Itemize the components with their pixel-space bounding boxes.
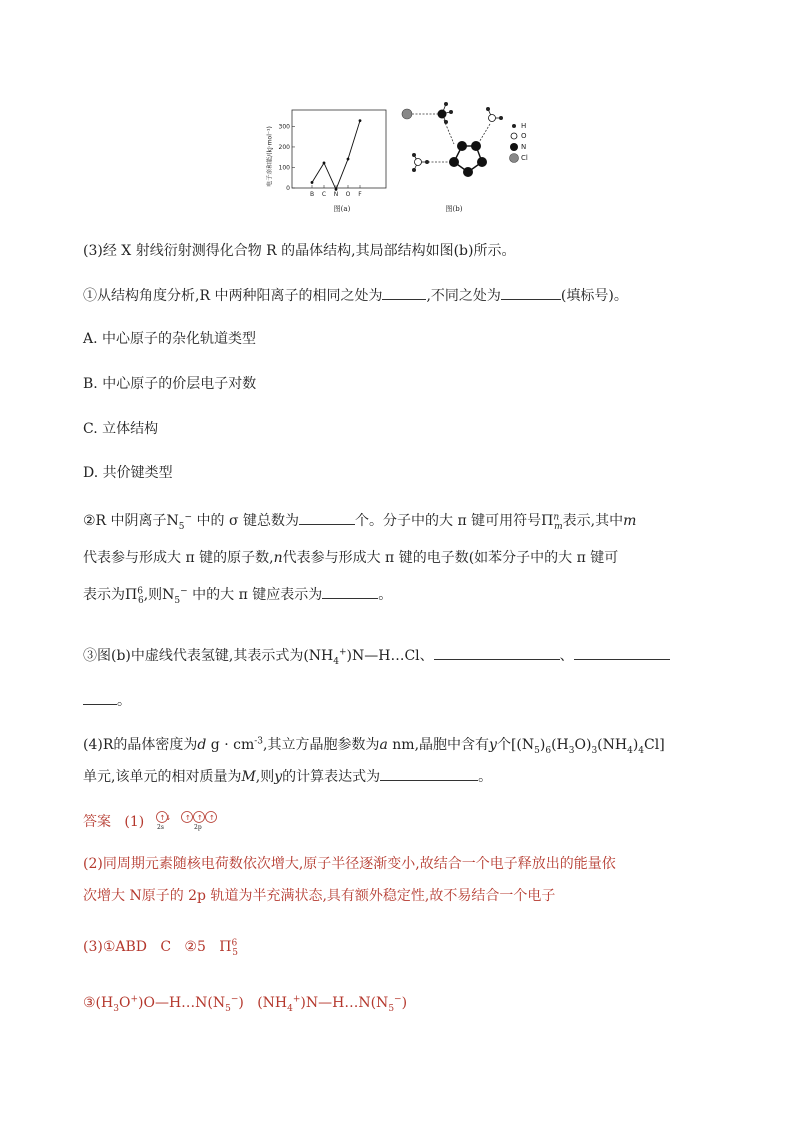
- q3-sub1-text-c: (填标号)。: [560, 288, 628, 304]
- pi-sup: n: [553, 512, 560, 523]
- q4-text-c: ,其立方晶胞参数为: [263, 737, 380, 753]
- answer-p4-f: ): [401, 995, 408, 1011]
- density-var: d: [197, 737, 207, 753]
- figure-b-caption: 图(b): [445, 205, 463, 213]
- q3-sub3-text-b: )N—H…Cl、: [346, 648, 434, 664]
- orbital-diagram: [154, 809, 224, 835]
- q3-sub2-text-c: 个。分子中的大 π 键可用符号: [355, 513, 542, 529]
- x-tick-label-O: O: [345, 191, 351, 198]
- answer-p2-line1: (2)同周期元素随核电荷数依次增大,原子半径逐渐变小,故结合一个电子释放出的能量依: [83, 856, 616, 872]
- h-atom: [425, 160, 429, 164]
- option-c: C. 立体结构: [83, 421, 159, 437]
- n-atom: [463, 167, 473, 177]
- n5-sub: 5: [178, 521, 185, 532]
- cl-atom: [402, 109, 412, 119]
- q4-line2: [83, 766, 492, 787]
- n-atom: [471, 141, 481, 151]
- q4-unit-sup: -3: [254, 736, 264, 747]
- q4-line1: [83, 735, 665, 755]
- option-d: D. 共价键类型: [83, 465, 173, 481]
- answer-p4-sup4: −: [394, 994, 402, 1005]
- q3-sub3-end: 。: [117, 693, 131, 709]
- q3-sub1-blank-same[interactable]: [382, 285, 426, 300]
- pi-symbol: [541, 512, 563, 532]
- q3-intro: (3)经 X 射线衍射测得化合物 R 的晶体结构,其局部结构如图(b)所示。: [83, 243, 516, 259]
- legend-cl-symbol: [510, 154, 519, 163]
- legend-o-label: O: [521, 132, 527, 140]
- data-point-F: [359, 119, 362, 122]
- answer-p4: [83, 993, 407, 1013]
- q3-sub3-line1: [83, 645, 670, 666]
- x-tick-label-C: C: [321, 191, 327, 198]
- answer-p4-sup3: +: [292, 994, 301, 1005]
- q4-line2-c: 的计算表达式为: [282, 769, 381, 785]
- benzene-pi: [125, 586, 144, 606]
- q4-text-b: g · cm: [210, 737, 255, 753]
- cell-param-var: a: [379, 737, 388, 753]
- figure-b: [398, 100, 538, 218]
- q3-sub2-line3: [83, 584, 392, 605]
- answer-pi-sup: 6: [231, 938, 238, 949]
- answer-p4-sup1: +: [130, 994, 138, 1005]
- n-atom: [438, 110, 447, 119]
- h-atom: [444, 120, 448, 124]
- data-point-N: [335, 188, 338, 191]
- y-tick-label: 300: [278, 123, 290, 131]
- legend-n-symbol: [510, 143, 518, 151]
- y-tick-label: 200: [278, 143, 290, 151]
- h-atom: [449, 110, 453, 114]
- answer-p1: (1): [124, 814, 145, 830]
- answer-p4-sub1: 3: [113, 1003, 119, 1014]
- legend-o-symbol: [511, 133, 517, 139]
- answer-pi-glyph: Π: [219, 939, 232, 955]
- answer-p4-d: ) (NH: [238, 995, 288, 1011]
- q4-formula-sub6: 4: [638, 745, 645, 756]
- q4-formula-sub2: 6: [545, 745, 552, 756]
- q4-formula-sub1: 5: [534, 745, 540, 756]
- answer-p4-e: )N—H…N(N: [300, 995, 389, 1011]
- nh4-sup: +: [339, 647, 347, 658]
- n-var: n: [273, 550, 283, 566]
- h-atom: [412, 153, 416, 157]
- answer-p4-b: O: [118, 995, 131, 1011]
- q3-sub3-blank-2[interactable]: [574, 645, 670, 660]
- q4-blank-y[interactable]: [380, 766, 478, 781]
- q4-line2-d: 。: [478, 769, 493, 785]
- q3-sub1-text-a: ①从结构角度分析,R 中两种阳离子的相同之处为: [83, 288, 383, 304]
- q4-formula-4: O): [574, 737, 592, 753]
- answer-p2-line2: 次增大 N原子的 2p 轨道为半充满状态,具有额外稳定性,故不易结合一个电子: [83, 888, 556, 904]
- q4-line2-b: ,则: [255, 769, 275, 785]
- svg-text:↑: ↑: [185, 814, 191, 822]
- nh4-text: (NH: [303, 648, 334, 664]
- q3-sub2-line3-b: ,则: [143, 587, 163, 603]
- q4-formula-7: Cl]: [644, 737, 665, 753]
- q3-sub3-blank-1[interactable]: [434, 645, 560, 660]
- q3-sub2-text-d: 表示,其中: [562, 513, 624, 529]
- answer-p4-c: )O—H…N(N: [138, 995, 226, 1011]
- m-var: m: [623, 513, 637, 529]
- benzene-pi-sub: 6: [137, 595, 144, 606]
- q4-formula-2: ): [539, 737, 546, 753]
- pi-sub: m: [554, 521, 563, 532]
- option-b: B. 中心原子的价层电子对数: [83, 376, 257, 392]
- q3-sub1-blank-diff[interactable]: [501, 285, 561, 300]
- figure-b-structure: [398, 100, 538, 218]
- q4-formula-5: (NH: [597, 737, 628, 753]
- figure-a-caption: 图(a): [333, 205, 351, 213]
- q3-sub3-text-c: 、: [559, 648, 574, 664]
- answer-p3: [83, 937, 238, 957]
- q4-text-a: (4)R的晶体密度为: [83, 737, 198, 753]
- n-atom: [449, 157, 459, 167]
- o-atom: [415, 159, 422, 166]
- figure-a: [262, 104, 392, 216]
- nh4-sub: 4: [333, 656, 339, 667]
- q3-sub2-line2-a: 代表参与形成大 π 键的原子数,: [83, 550, 274, 566]
- h-atom: [486, 107, 490, 111]
- o-atom: [489, 115, 496, 122]
- q4-formula-1: 个[(N: [496, 737, 535, 753]
- svg-text:↑: ↑: [209, 814, 215, 822]
- n5-symbol: N: [166, 513, 179, 529]
- figure-a-ylabel: 电子亲和能/(kJ·mol⁻¹): [266, 126, 274, 187]
- q4-formula-6: ): [632, 737, 639, 753]
- q3-sub2-line2: [83, 548, 618, 568]
- n5-anion-2: [162, 586, 188, 606]
- q3-sub3-line2: [83, 690, 131, 711]
- orbital-boxes: [154, 809, 224, 835]
- data-point-B: [311, 181, 314, 184]
- legend-h-label: H: [521, 122, 527, 130]
- y-var-2: y: [274, 769, 283, 785]
- figure-a-chart: [262, 104, 392, 216]
- benzene-pi-glyph: Π: [125, 587, 138, 603]
- answer-p4-a: ③(H: [83, 995, 114, 1011]
- answer-p3-text: (3)①ABD C ②5: [83, 939, 220, 955]
- q3-sub2-blank-sigma[interactable]: [299, 510, 355, 525]
- q3-sub2-text-b: 中的 σ 键总数为: [196, 513, 299, 529]
- data-point-C: [323, 162, 326, 165]
- q3-sub3-text-a: ③图(b)中虚线代表氢键,其表示式为: [83, 648, 304, 664]
- h-atom: [444, 102, 448, 106]
- svg-text:↑↓: ↑↓: [159, 814, 172, 822]
- n5-anion: [166, 512, 193, 532]
- q3-sub1-text-b: ,不同之处为: [426, 288, 501, 304]
- answer-p4-sup2: −: [230, 994, 239, 1005]
- answer-p4-sub4: 5: [388, 1003, 395, 1014]
- q3-sub1: [83, 285, 628, 306]
- answer-p4-sub2: 5: [225, 1003, 231, 1014]
- n-atom: [457, 141, 467, 151]
- answer-pi: [219, 938, 238, 958]
- orbital-2p-label: 2p: [194, 824, 202, 831]
- x-tick-label-B: B: [309, 191, 315, 198]
- answer-line1: [83, 812, 144, 832]
- y-tick-label: 0: [286, 185, 290, 192]
- h-atom: [499, 116, 503, 120]
- q3-sub2-line2-b: 代表参与形成大 π 键的电子数(如苯分子中的大 π 键可: [282, 550, 619, 566]
- q3-sub3-blank-2-cont[interactable]: [83, 690, 117, 705]
- n5-sup-2: −: [180, 586, 188, 597]
- n5-symbol-2: N: [162, 587, 175, 603]
- y-var: y: [489, 737, 497, 753]
- benzene-pi-sup: 6: [137, 586, 143, 597]
- series-line: [312, 121, 360, 190]
- legend-n-label: N: [521, 143, 527, 151]
- q3-sub2-line1: [83, 510, 636, 531]
- data-point-O: [347, 158, 350, 161]
- n5-sub-2: 5: [174, 595, 181, 606]
- legend-cl-label: Cl: [521, 154, 528, 162]
- q3-sub2-line3-d: 。: [378, 587, 393, 603]
- pi-glyph: Π: [541, 513, 554, 529]
- n-atom: [477, 157, 487, 167]
- q4-formula-sub4: 3: [591, 745, 598, 756]
- q3-sub2-line3-a: 表示为: [83, 587, 125, 603]
- x-tick-label-F: F: [358, 191, 362, 198]
- answer-pi-sub: 5: [232, 947, 238, 958]
- q4-formula-sub3: 3: [568, 745, 575, 756]
- legend-h-symbol: [512, 124, 516, 128]
- svg-text:↑: ↑: [197, 814, 203, 822]
- q4-formula-3: (H: [551, 737, 569, 753]
- q4-text-e: nm,晶胞中含有: [392, 737, 490, 753]
- y-tick-label: 100: [278, 164, 290, 172]
- n5-sup: −: [184, 512, 193, 523]
- x-tick-label-N: N: [333, 191, 339, 198]
- q3-sub2-blank-pi[interactable]: [322, 584, 378, 599]
- h-atom: [412, 168, 416, 172]
- q3-sub2-line3-c: 中的大 π 键应表示为: [192, 587, 323, 603]
- q4-line2-a: 单元,该单元的相对质量为: [83, 769, 242, 785]
- answer-label: 答案: [83, 814, 111, 830]
- plot-frame: [292, 110, 386, 188]
- q4-formula-sub5: 4: [627, 745, 633, 756]
- answer-p4-sub3: 4: [287, 1003, 293, 1014]
- mass-var: M: [241, 769, 256, 785]
- orbital-2s-label: 2s: [157, 824, 164, 831]
- q3-sub2-text-a: ②R 中阴离子: [83, 513, 167, 529]
- option-a: A. 中心原子的杂化轨道类型: [83, 331, 257, 347]
